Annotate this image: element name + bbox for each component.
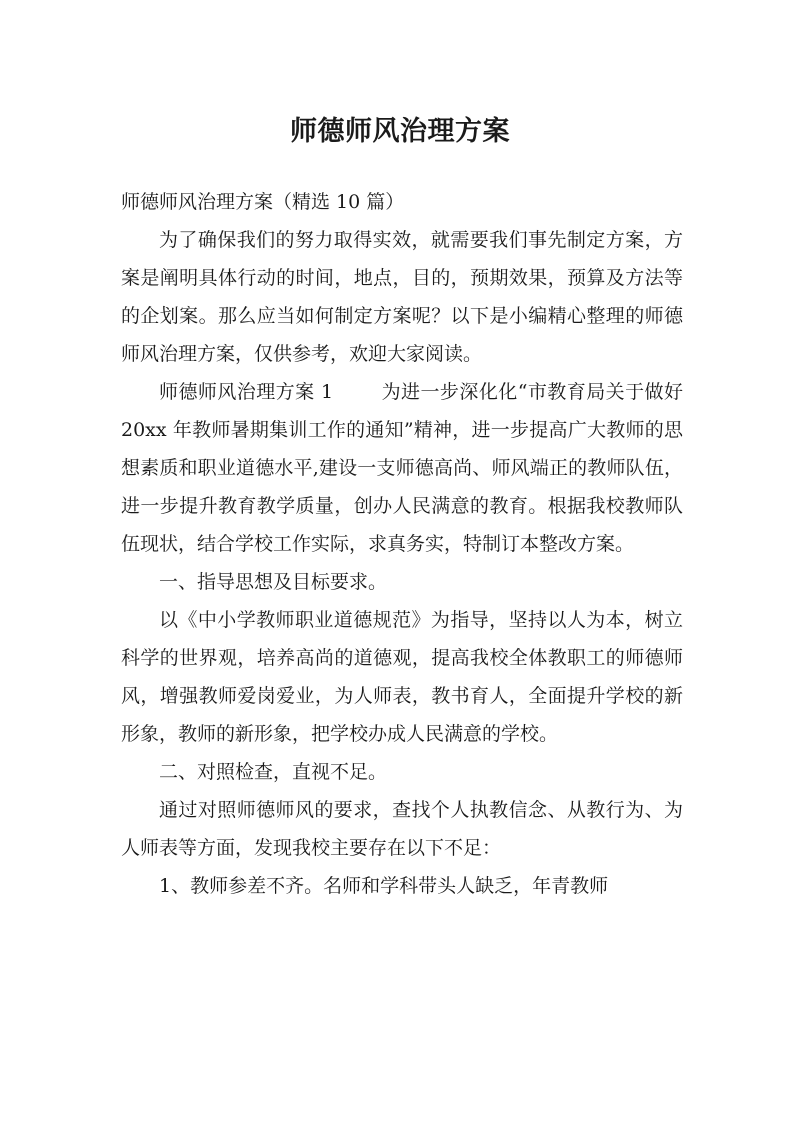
section-1-paragraph [121, 373, 683, 563]
document-title: 师德师风治理方案 [290, 116, 510, 148]
heading-guiding-thought: 一、指导思想及目标要求。 [159, 571, 388, 593]
intro-paragraph: 为了确保我们的努力取得实效，就需要我们事先制定方案，方案是阐明具体行动的时间，地点，目的，预期效果，预算及方法等的企划案。那么应当如何制定方案呢？以下是小编精心整理的师德师风治理方案，仅供参考，欢迎大家阅读。 [121, 229, 683, 365]
document-body [121, 183, 683, 905]
paragraph-guiding-thought: 以《中小学教师职业道德规范》为指导，坚持以人为本，树立科学的世界观，培养高尚的道德观，提高我校全体教职工的师德师风，增强教师爱岗爱业，为人师表，教书育人，全面提升学校的新形象，教师的新形象，把学校办成人民满意的学校。 [121, 609, 683, 745]
paragraph-self-check: 通过对照师德师风的要求，查找个人执教信念、从教行为、为人师表等方面，发现我校主要存在以下不足： [121, 799, 683, 859]
paragraph-shortcoming-1: 1、教师参差不齐。名师和学科带头人缺乏，年青教师 [159, 875, 609, 897]
heading-self-check: 二、对照检查，直视不足。 [159, 761, 388, 783]
section-1-label: 师德师风治理方案 1 [159, 381, 334, 403]
section-1-text: 为进一步深化化“市教育局关于做好 20xx 年教师暑期集训工作的通知”精神，进一步提高广大教师的思想素质和职业道德水平,建设一支师德高尚、师风端正的教师队伍，进一步提升教育教学质量，创办人民满意的教育。根据我校教师队伍现状，结合学校工作实际，求真务实，特制订本整改方案。 [121, 381, 683, 555]
document-subtitle: 师德师风治理方案（精选 10 篇） [121, 191, 405, 213]
